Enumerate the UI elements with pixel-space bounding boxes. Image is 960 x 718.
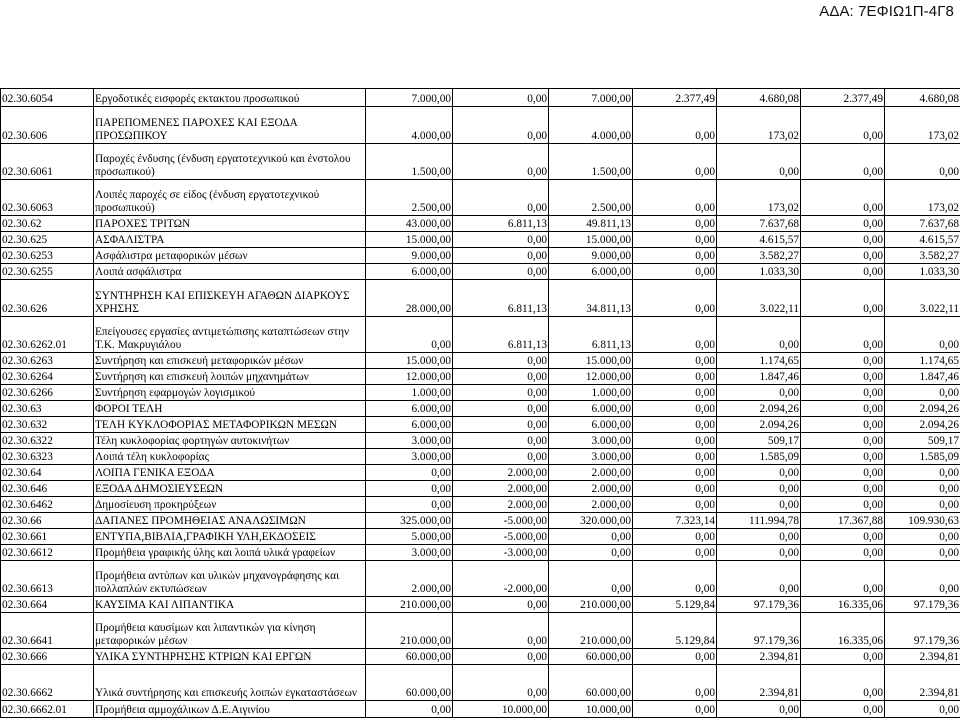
amount-cell: 509,17: [885, 433, 960, 449]
amount-cell: 0,00: [801, 264, 885, 280]
table-row: [1, 481, 960, 497]
table-row: [1, 144, 960, 180]
amount-cell: 2.094,26: [885, 417, 960, 433]
amount-cell: 0,00: [717, 465, 801, 481]
amount-cell: 0,00: [801, 497, 885, 513]
amount-cell: 9.000,00: [549, 248, 633, 264]
account-code-cell: 02.30.6264: [1, 369, 94, 385]
amount-cell: 4.615,57: [717, 232, 801, 248]
amount-cell: 0,00: [633, 561, 717, 597]
account-code-cell: 02.30.6063: [1, 180, 94, 216]
amount-cell: 60.000,00: [366, 665, 453, 701]
amount-cell: 0,00: [801, 701, 885, 718]
amount-cell: 0,00: [885, 385, 960, 401]
amount-cell: 0,00: [885, 561, 960, 597]
amount-cell: 3.000,00: [366, 433, 453, 449]
amount-cell: 15.000,00: [549, 232, 633, 248]
amount-cell: 0,00: [801, 317, 885, 353]
description-cell: Ασφάλιστρα μεταφορικών μέσων: [94, 248, 366, 264]
account-code-cell: 02.30.626: [1, 280, 94, 317]
amount-cell: 0,00: [453, 248, 549, 264]
amount-cell: 3.000,00: [549, 449, 633, 465]
amount-cell: 0,00: [801, 369, 885, 385]
amount-cell: 12.000,00: [549, 369, 633, 385]
description-cell: Προμήθεια καυσίμων και λιπαντικών για κίνηση μεταφορικών μέσων: [94, 613, 366, 649]
table-row: [1, 561, 960, 597]
amount-cell: 60.000,00: [549, 665, 633, 701]
description-cell: ΚΑΥΣΙΜΑ ΚΑΙ ΛΙΠΑΝΤΙΚΑ: [94, 597, 366, 613]
amount-cell: 7.000,00: [366, 89, 453, 107]
amount-cell: 0,00: [549, 545, 633, 561]
table-row: [1, 613, 960, 649]
account-code-cell: 02.30.6612: [1, 545, 94, 561]
amount-cell: 509,17: [717, 433, 801, 449]
amount-cell: 0,00: [633, 649, 717, 665]
amount-cell: 15.000,00: [366, 353, 453, 369]
amount-cell: 0,00: [633, 264, 717, 280]
account-code-cell: 02.30.632: [1, 417, 94, 433]
amount-cell: 0,00: [366, 465, 453, 481]
account-code-cell: 02.30.6061: [1, 144, 94, 180]
amount-cell: 0,00: [633, 545, 717, 561]
amount-cell: 0,00: [633, 180, 717, 216]
description-cell: Συντήρηση και επισκευή λοιπών μηχανημάτων: [94, 369, 366, 385]
amount-cell: 173,02: [885, 107, 960, 144]
table-row: [1, 665, 960, 701]
amount-cell: 0,00: [801, 561, 885, 597]
account-code-cell: 02.30.6263: [1, 353, 94, 369]
amount-cell: 0,00: [801, 385, 885, 401]
description-cell: Λοιπά ασφάλιστρα: [94, 264, 366, 280]
amount-cell: 3.582,27: [885, 248, 960, 264]
amount-cell: 6.000,00: [549, 264, 633, 280]
amount-cell: 7.637,68: [717, 216, 801, 232]
account-code-cell: 02.30.62: [1, 216, 94, 232]
description-cell: ΠΑΡΟΧΕΣ ΤΡΙΤΩΝ: [94, 216, 366, 232]
description-cell: Τέλη κυκλοφορίας φορτηγών αυτοκινήτων: [94, 433, 366, 449]
table-row: [1, 449, 960, 465]
description-cell: ΑΣΦΑΛΙΣΤΡΑ: [94, 232, 366, 248]
amount-cell: 7.000,00: [549, 89, 633, 107]
table-row: [1, 701, 960, 718]
description-cell: Παροχές ένδυσης (ένδυση εργατοτεχνικού και ένστολου προσωπικού): [94, 144, 366, 180]
table-row: [1, 649, 960, 665]
amount-cell: 0,00: [633, 701, 717, 718]
amount-cell: 2.394,81: [717, 649, 801, 665]
description-cell: ΔΑΠΑΝΕΣ ΠΡΟΜΗΘΕΙΑΣ ΑΝΑΛΩΣΙΜΩΝ: [94, 513, 366, 529]
amount-cell: 1.000,00: [549, 385, 633, 401]
amount-cell: 0,00: [633, 353, 717, 369]
amount-cell: 1.174,65: [717, 353, 801, 369]
amount-cell: 6.000,00: [366, 417, 453, 433]
amount-cell: 173,02: [885, 180, 960, 216]
description-cell: ΛΟΙΠΑ ΓΕΝΙΚΑ ΕΞΟΔΑ: [94, 465, 366, 481]
amount-cell: 0,00: [633, 529, 717, 545]
amount-cell: 0,00: [717, 561, 801, 597]
amount-cell: 0,00: [717, 529, 801, 545]
amount-cell: 0,00: [633, 232, 717, 248]
table-row: [1, 385, 960, 401]
amount-cell: 12.000,00: [366, 369, 453, 385]
account-code-cell: 02.30.661: [1, 529, 94, 545]
amount-cell: 210.000,00: [549, 613, 633, 649]
amount-cell: 1.585,09: [885, 449, 960, 465]
amount-cell: 0,00: [453, 385, 549, 401]
amount-cell: 0,00: [633, 107, 717, 144]
amount-cell: 0,00: [633, 385, 717, 401]
amount-cell: -2.000,00: [453, 561, 549, 597]
amount-cell: 0,00: [366, 481, 453, 497]
amount-cell: 0,00: [453, 232, 549, 248]
amount-cell: 2.094,26: [885, 401, 960, 417]
amount-cell: 0,00: [453, 433, 549, 449]
account-code-cell: 02.30.6662: [1, 665, 94, 701]
amount-cell: 2.394,81: [885, 665, 960, 701]
table-row: [1, 433, 960, 449]
amount-cell: 0,00: [801, 449, 885, 465]
amount-cell: 16.335,06: [801, 613, 885, 649]
amount-cell: 60.000,00: [549, 649, 633, 665]
table-row: [1, 545, 960, 561]
amount-cell: 6.000,00: [366, 264, 453, 280]
amount-cell: 6.811,13: [453, 317, 549, 353]
amount-cell: 320.000,00: [549, 513, 633, 529]
amount-cell: 10.000,00: [549, 701, 633, 718]
table-row: [1, 369, 960, 385]
amount-cell: 4.680,08: [885, 89, 960, 107]
amount-cell: 2.000,00: [549, 481, 633, 497]
amount-cell: 2.000,00: [549, 465, 633, 481]
account-code-cell: 02.30.6054: [1, 89, 94, 107]
amount-cell: 49.811,13: [549, 216, 633, 232]
amount-cell: 210.000,00: [366, 597, 453, 613]
amount-cell: 0,00: [549, 529, 633, 545]
amount-cell: 0,00: [885, 497, 960, 513]
amount-cell: 1.847,46: [885, 369, 960, 385]
amount-cell: 97.179,36: [717, 613, 801, 649]
amount-cell: 0,00: [801, 417, 885, 433]
amount-cell: 0,00: [633, 497, 717, 513]
amount-cell: 5.000,00: [366, 529, 453, 545]
amount-cell: 0,00: [801, 465, 885, 481]
amount-cell: 2.377,49: [633, 89, 717, 107]
amount-cell: 0,00: [801, 649, 885, 665]
amount-cell: 0,00: [633, 280, 717, 317]
amount-cell: 3.000,00: [366, 545, 453, 561]
amount-cell: 0,00: [453, 597, 549, 613]
amount-cell: 0,00: [633, 417, 717, 433]
amount-cell: 0,00: [453, 613, 549, 649]
amount-cell: 6.000,00: [366, 401, 453, 417]
amount-cell: 1.847,46: [717, 369, 801, 385]
table-row: [1, 417, 960, 433]
amount-cell: 3.000,00: [366, 449, 453, 465]
amount-cell: 5.129,84: [633, 597, 717, 613]
amount-cell: 2.000,00: [366, 561, 453, 597]
amount-cell: 0,00: [633, 481, 717, 497]
table-row: [1, 107, 960, 144]
amount-cell: 1.174,65: [885, 353, 960, 369]
table-row: [1, 216, 960, 232]
amount-cell: 0,00: [717, 481, 801, 497]
account-code-cell: 02.30.646: [1, 481, 94, 497]
amount-cell: 0,00: [633, 401, 717, 417]
amount-cell: 16.335,06: [801, 597, 885, 613]
amount-cell: 6.811,13: [453, 280, 549, 317]
amount-cell: 0,00: [633, 465, 717, 481]
amount-cell: 4.000,00: [549, 107, 633, 144]
table-row: [1, 264, 960, 280]
amount-cell: 0,00: [801, 144, 885, 180]
table-row: [1, 232, 960, 248]
account-code-cell: 02.30.6322: [1, 433, 94, 449]
amount-cell: 0,00: [453, 417, 549, 433]
account-code-cell: 02.30.64: [1, 465, 94, 481]
amount-cell: 6.811,13: [453, 216, 549, 232]
amount-cell: 0,00: [801, 433, 885, 449]
amount-cell: 0,00: [885, 144, 960, 180]
description-cell: Λοιπά τέλη κυκλοφορίας: [94, 449, 366, 465]
amount-cell: 0,00: [633, 665, 717, 701]
description-cell: ΤΕΛΗ ΚΥΚΛΟΦΟΡΙΑΣ ΜΕΤΑΦΟΡΙΚΩΝ ΜΕΣΩΝ: [94, 417, 366, 433]
account-code-cell: 02.30.6266: [1, 385, 94, 401]
amount-cell: 97.179,36: [885, 597, 960, 613]
amount-cell: 2.394,81: [885, 649, 960, 665]
table-row: [1, 180, 960, 216]
amount-cell: 5.129,84: [633, 613, 717, 649]
amount-cell: 0,00: [453, 401, 549, 417]
description-cell: Προμήθεια αμμοχάλικων Δ.Ε.Αιγινίου: [94, 701, 366, 718]
amount-cell: 0,00: [633, 248, 717, 264]
amount-cell: 0,00: [366, 497, 453, 513]
amount-cell: 1.585,09: [717, 449, 801, 465]
table-row: [1, 401, 960, 417]
table-row: [1, 529, 960, 545]
amount-cell: 0,00: [801, 107, 885, 144]
table-row: [1, 353, 960, 369]
amount-cell: 0,00: [633, 216, 717, 232]
amount-cell: 1.500,00: [366, 144, 453, 180]
amount-cell: 43.000,00: [366, 216, 453, 232]
amount-cell: 0,00: [633, 317, 717, 353]
amount-cell: 6.811,13: [549, 317, 633, 353]
amount-cell: 15.000,00: [366, 232, 453, 248]
amount-cell: 0,00: [801, 481, 885, 497]
amount-cell: 0,00: [549, 561, 633, 597]
amount-cell: 2.500,00: [366, 180, 453, 216]
table-row: [1, 89, 960, 107]
account-code-cell: 02.30.6462: [1, 497, 94, 513]
amount-cell: 0,00: [801, 665, 885, 701]
amount-cell: 210.000,00: [549, 597, 633, 613]
amount-cell: 0,00: [885, 481, 960, 497]
amount-cell: 2.500,00: [549, 180, 633, 216]
description-cell: Υλικά συντήρησης και επισκευής λοιπών εγκαταστάσεων: [94, 665, 366, 701]
amount-cell: 60.000,00: [366, 649, 453, 665]
amount-cell: 6.000,00: [549, 417, 633, 433]
amount-cell: 0,00: [801, 280, 885, 317]
account-code-cell: 02.30.6323: [1, 449, 94, 465]
amount-cell: 0,00: [801, 401, 885, 417]
amount-cell: 1.033,30: [717, 264, 801, 280]
amount-cell: 2.094,26: [717, 401, 801, 417]
table-row: [1, 497, 960, 513]
amount-cell: 0,00: [801, 232, 885, 248]
description-cell: Εργοδοτικές εισφορές εκτακτου προσωπικού: [94, 89, 366, 107]
account-code-cell: 02.30.63: [1, 401, 94, 417]
amount-cell: 325.000,00: [366, 513, 453, 529]
amount-cell: 0,00: [453, 107, 549, 144]
amount-cell: 0,00: [885, 701, 960, 718]
amount-cell: 0,00: [366, 701, 453, 718]
description-cell: Προμήθεια αντύπων και υλικών μηχανογράφησης και πολλαπλών εκτυπώσεων: [94, 561, 366, 597]
amount-cell: 0,00: [717, 317, 801, 353]
amount-cell: 0,00: [801, 529, 885, 545]
amount-cell: 0,00: [366, 317, 453, 353]
amount-cell: 0,00: [633, 449, 717, 465]
amount-cell: 9.000,00: [366, 248, 453, 264]
amount-cell: 7.637,68: [885, 216, 960, 232]
description-cell: Συντήρηση και επισκευή μεταφορικών μέσων: [94, 353, 366, 369]
description-cell: Δημοσίευση προκηρύξεων: [94, 497, 366, 513]
amount-cell: 0,00: [633, 369, 717, 385]
table-row: [1, 248, 960, 264]
amount-cell: 3.582,27: [717, 248, 801, 264]
amount-cell: 0,00: [453, 89, 549, 107]
account-code-cell: 02.30.606: [1, 107, 94, 144]
amount-cell: 0,00: [453, 144, 549, 180]
amount-cell: 0,00: [801, 248, 885, 264]
account-code-cell: 02.30.666: [1, 649, 94, 665]
amount-cell: 3.022,11: [885, 280, 960, 317]
description-cell: Συντήρηση εφαρμογών λογισμικού: [94, 385, 366, 401]
amount-cell: 2.000,00: [453, 481, 549, 497]
ada-document-code: ΑΔΑ: 7ΕΦΙΩ1Π-4Γ8: [819, 3, 954, 20]
amount-cell: 0,00: [633, 144, 717, 180]
amount-cell: 97.179,36: [717, 597, 801, 613]
amount-cell: 0,00: [885, 465, 960, 481]
amount-cell: 0,00: [885, 529, 960, 545]
amount-cell: 0,00: [801, 545, 885, 561]
description-cell: ΦΟΡΟΙ ΤΕΛΗ: [94, 401, 366, 417]
table-row: [1, 317, 960, 353]
table-row: [1, 280, 960, 317]
amount-cell: 0,00: [801, 353, 885, 369]
amount-cell: 17.367,88: [801, 513, 885, 529]
amount-cell: 0,00: [885, 545, 960, 561]
amount-cell: 0,00: [453, 649, 549, 665]
amount-cell: 173,02: [717, 180, 801, 216]
amount-cell: 0,00: [453, 369, 549, 385]
amount-cell: 2.094,26: [717, 417, 801, 433]
description-cell: Λοιπές παροχές σε είδος (ένδυση εργατοτεχνικού προσωπικού): [94, 180, 366, 216]
amount-cell: 1.033,30: [885, 264, 960, 280]
amount-cell: 0,00: [717, 144, 801, 180]
amount-cell: 0,00: [453, 353, 549, 369]
amount-cell: 10.000,00: [453, 701, 549, 718]
amount-cell: -5.000,00: [453, 513, 549, 529]
amount-cell: 3.000,00: [549, 433, 633, 449]
amount-cell: 0,00: [885, 317, 960, 353]
amount-cell: 0,00: [717, 497, 801, 513]
amount-cell: 109.930,63: [885, 513, 960, 529]
amount-cell: 0,00: [801, 216, 885, 232]
account-code-cell: 02.30.66: [1, 513, 94, 529]
amount-cell: 0,00: [717, 701, 801, 718]
account-code-cell: 02.30.6662.01: [1, 701, 94, 718]
account-code-cell: 02.30.625: [1, 232, 94, 248]
description-cell: ΣΥΝΤΗΡΗΣΗ ΚΑΙ ΕΠΙΣΚΕΥΗ ΑΓΑΘΩΝ ΔΙΑΡΚΟΥΣ ΧΡΗΣΗΣ: [94, 280, 366, 317]
amount-cell: 28.000,00: [366, 280, 453, 317]
budget-table: [0, 88, 960, 718]
account-code-cell: 02.30.664: [1, 597, 94, 613]
table-row: [1, 465, 960, 481]
account-code-cell: 02.30.6255: [1, 264, 94, 280]
amount-cell: 0,00: [453, 180, 549, 216]
amount-cell: 0,00: [717, 385, 801, 401]
description-cell: ΕΞΟΔΑ ΔΗΜΟΣΙΕΥΣΕΩΝ: [94, 481, 366, 497]
amount-cell: 2.394,81: [717, 665, 801, 701]
amount-cell: 2.000,00: [549, 497, 633, 513]
description-cell: ΥΛΙΚΑ ΣΥΝΤΗΡΗΣΗΣ ΚΤΡΙΩΝ ΚΑΙ ΕΡΓΩΝ: [94, 649, 366, 665]
amount-cell: 111.994,78: [717, 513, 801, 529]
amount-cell: 34.811,13: [549, 280, 633, 317]
account-code-cell: 02.30.6641: [1, 613, 94, 649]
amount-cell: 0,00: [801, 180, 885, 216]
amount-cell: 0,00: [453, 449, 549, 465]
description-cell: ΕΝΤΥΠΑ,ΒΙΒΛΙΑ,ΓΡΑΦΙΚΗ ΥΛΗ,ΕΚΔΟΣΕΙΣ: [94, 529, 366, 545]
description-cell: ΠΑΡΕΠΟΜΕΝΕΣ ΠΑΡΟΧΕΣ ΚΑΙ ΕΞΟΔΑ ΠΡΟΣΩΠΙΚΟΥ: [94, 107, 366, 144]
amount-cell: 4.615,57: [885, 232, 960, 248]
amount-cell: 2.377,49: [801, 89, 885, 107]
amount-cell: 173,02: [717, 107, 801, 144]
amount-cell: -5.000,00: [453, 529, 549, 545]
amount-cell: 0,00: [453, 665, 549, 701]
amount-cell: 4.000,00: [366, 107, 453, 144]
account-code-cell: 02.30.6613: [1, 561, 94, 597]
amount-cell: 4.680,08: [717, 89, 801, 107]
amount-cell: 97.179,36: [885, 613, 960, 649]
amount-cell: 210.000,00: [366, 613, 453, 649]
amount-cell: 0,00: [633, 433, 717, 449]
amount-cell: 1.500,00: [549, 144, 633, 180]
amount-cell: 15.000,00: [549, 353, 633, 369]
description-cell: Προμήθεια γραφικής ύλης και λοιπά υλικά γραφείων: [94, 545, 366, 561]
table-row: [1, 513, 960, 529]
amount-cell: 0,00: [717, 545, 801, 561]
amount-cell: 6.000,00: [549, 401, 633, 417]
amount-cell: 2.000,00: [453, 497, 549, 513]
table-row: [1, 597, 960, 613]
amount-cell: 2.000,00: [453, 465, 549, 481]
account-code-cell: 02.30.6253: [1, 248, 94, 264]
amount-cell: 1.000,00: [366, 385, 453, 401]
amount-cell: -3.000,00: [453, 545, 549, 561]
amount-cell: 7.323,14: [633, 513, 717, 529]
account-code-cell: 02.30.6262.01: [1, 317, 94, 353]
description-cell: Επείγουσες εργασίες αντιμετώπισης καταπτώσεων στην Τ.Κ. Μακρυγιάλου: [94, 317, 366, 353]
amount-cell: 3.022,11: [717, 280, 801, 317]
amount-cell: 0,00: [453, 264, 549, 280]
